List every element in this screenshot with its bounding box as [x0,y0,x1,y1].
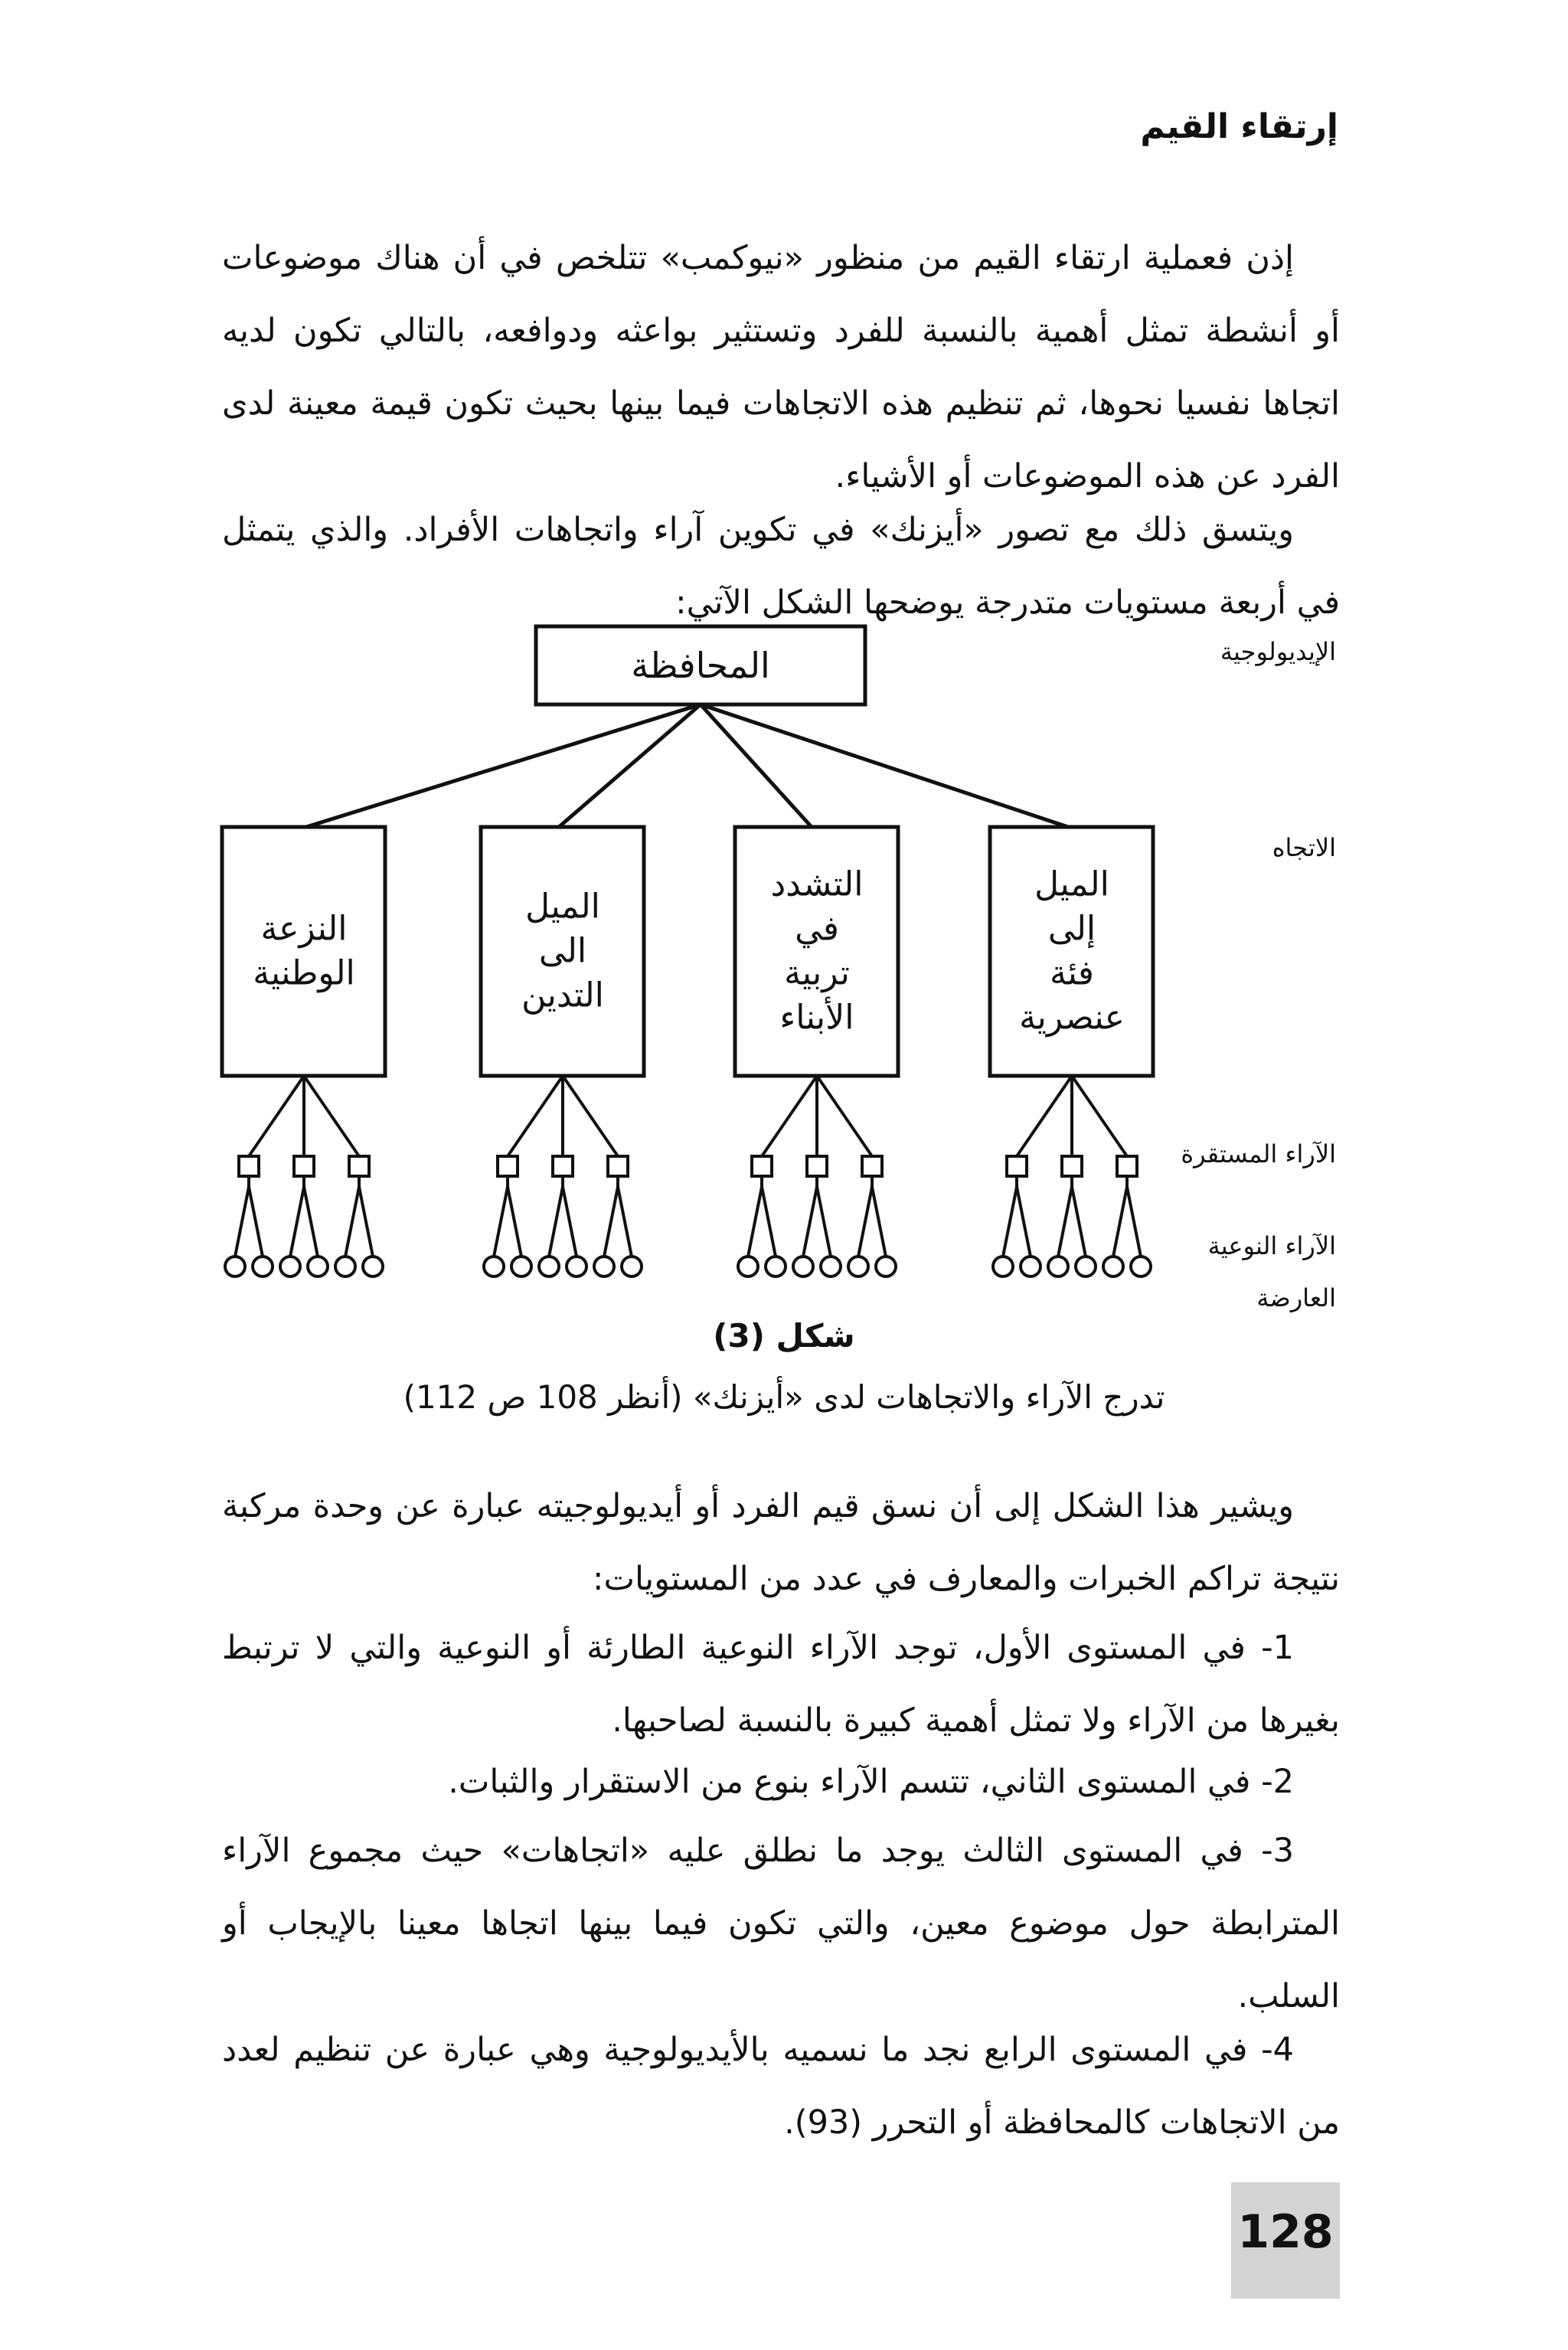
branch-line [359,1187,373,1257]
list-item-level-2: 2- في المستوى الثاني، تتسم الآراء بنوع من الاستقرار والثبات. [448,1763,1294,1801]
branch-line [1058,1187,1072,1257]
paragraph-intro: إذن فعملية ارتقاء القيم من منظور «نيوكمب» تتلخص في أن هناك موضوعات أو أنشطة تمثل أهمية بالنسبة للفرد وتستثير بواعثه ودوافعه، بالتالي تكون لديه اتجاها نفسيا نحوها، ثم تنظيم هذه الاتجاهات فيما بينها بحيث تكون قيمة معينة لدى الفرد عن هذه الموضوعات أو الأشياء. [222,239,1340,495]
habitual-opinion-node [1117,1156,1137,1176]
attitude-label-line: النزعة [260,909,348,949]
branch-line [604,1187,618,1257]
branch-line [618,1187,632,1257]
figure-caption-title: شكل (3) [713,1317,855,1355]
habitual-opinion-node [239,1156,259,1176]
branch-line [762,1076,817,1156]
branch-line [345,1187,359,1257]
branch-line [803,1187,817,1257]
branch-line [235,1187,249,1257]
specific-opinion-node [793,1257,813,1276]
paragraph-summary: ويشير هذا الشكل إلى أن نسق قيم الفرد أو أيديولوجيته عبارة عن وحدة مركبة نتيجة تراكم الخبرات والمعارف في عدد من المستويات: [222,1487,1340,1598]
page-number: 128 [1237,2205,1334,2259]
specific-opinion-node [622,1257,642,1276]
top-box-label: المحافظة [631,645,770,686]
list-item-level-4: 4- في المستوى الرابع نجد ما نسميه بالأيديولوجية وهي عبارة عن تنظيم لعدد من الاتجاهات كالمحافظة أو التحرر (93). [222,2031,1340,2142]
attitude-label-line: الوطنية [253,953,355,993]
branch-line [1017,1187,1031,1257]
specific-opinion-node [253,1257,273,1276]
branch-line [872,1187,886,1257]
attitude-label-line: عنصرية [1019,998,1125,1038]
specific-opinion-node [1103,1257,1123,1276]
branch-line [249,1187,263,1257]
specific-opinion-node [1131,1257,1151,1276]
branch-line [290,1187,304,1257]
level-label-ideology: الإيديولوجية [1220,637,1336,666]
attitude-label-line: الأبناء [779,998,854,1038]
branch-line [1113,1187,1127,1257]
habitual-opinion-node [807,1156,827,1176]
branch-line [817,1187,831,1257]
branch-line [249,1076,304,1156]
specific-opinion-node [821,1257,841,1276]
specific-opinion-node [993,1257,1013,1276]
habitual-opinion-node [752,1156,772,1176]
branch-line [508,1076,563,1156]
attitude-label-line: التشدد [770,864,864,904]
specific-opinion-node [539,1257,559,1276]
branch-line [494,1187,508,1257]
branch-line [304,1187,318,1257]
habitual-opinion-node [1062,1156,1082,1176]
specific-opinion-node [1076,1257,1096,1276]
branch-line [762,1187,776,1257]
habitual-opinion-node [1007,1156,1027,1176]
branch-line [1127,1187,1141,1257]
specific-opinion-node [876,1257,896,1276]
branch-line [1017,1076,1072,1156]
level-label-specific-2: العارضة [1256,1283,1336,1312]
branch-line [508,1187,521,1257]
attitude-box [222,827,385,1076]
habitual-opinion-node [553,1156,573,1176]
attitude-label-line: الى [538,931,587,971]
paragraph-eysenck: ويتسق ذلك مع تصور «أيزنك» في تكوين آراء واتجاهات الأفراد. والذي يتمثل في أربعة مستويات متدرجة يوضحها الشكل الآتي: [222,511,1340,622]
list-item-level-3: 3- في المستوى الثالث يوجد ما نطلق عليه «اتجاهات» حيث مجموع الآراء المترابطة حول موضوع معين، والتي تكون فيما بينها اتجاها معينا بالإيجاب أو السلب. [222,1832,1340,2015]
habitual-opinion-node [498,1156,518,1176]
branch-line [1003,1187,1017,1257]
branch-line [549,1187,563,1257]
attitude-label-line: تربية [784,953,850,993]
figure-caption-subtitle: تدرج الآراء والاتجاهات لدى «أيزنك» (أنظر 108 ص 112) [403,1378,1165,1416]
branch-line [1072,1187,1086,1257]
attitude-label-line: التدين [521,976,604,1015]
habitual-opinion-node [862,1156,882,1176]
specific-opinion-node [1048,1257,1068,1276]
attitude-label-line: الميل [1034,864,1109,904]
branch-line [858,1187,872,1257]
specific-opinion-node [766,1257,786,1276]
level-label-specific: الآراء النوعية [1207,1231,1336,1260]
level-label-attitude: الاتجاه [1272,833,1336,862]
branch-line [748,1187,762,1257]
specific-opinion-node [738,1257,758,1276]
specific-opinion-node [1021,1257,1040,1276]
specific-opinion-node [848,1257,868,1276]
branch-line [304,1076,359,1156]
specific-opinion-node [280,1257,300,1276]
specific-opinion-node [511,1257,531,1276]
habitual-opinion-node [608,1156,628,1176]
attitude-label-line: إلى [1047,909,1096,949]
attitude-label-line: فئة [1050,953,1094,993]
level-label-habitual: الآراء المستقرة [1181,1139,1336,1168]
specific-opinion-node [594,1257,614,1276]
specific-opinion-node [225,1257,245,1276]
branch-line [1072,1076,1127,1156]
specific-opinion-node [484,1257,504,1276]
specific-opinion-node [363,1257,383,1276]
specific-opinion-node [335,1257,355,1276]
attitude-label-line: الميل [525,887,600,927]
branch-line [563,1187,577,1257]
specific-opinion-node [308,1257,328,1276]
running-header: إرتقاء القيم [1140,107,1338,146]
list-item-level-1: 1- في المستوى الأول، توجد الآراء النوعية الطارئة أو النوعية والتي لا ترتبط بغيرها من الآراء ولا تمثل أهمية كبيرة بالنسبة لصاحبها. [222,1629,1340,1740]
habitual-opinion-node [294,1156,314,1176]
branch-line [563,1076,618,1156]
branch-line [817,1076,872,1156]
attitude-label-line: في [795,909,839,949]
specific-opinion-node [567,1257,586,1276]
habitual-opinion-node [349,1156,369,1176]
